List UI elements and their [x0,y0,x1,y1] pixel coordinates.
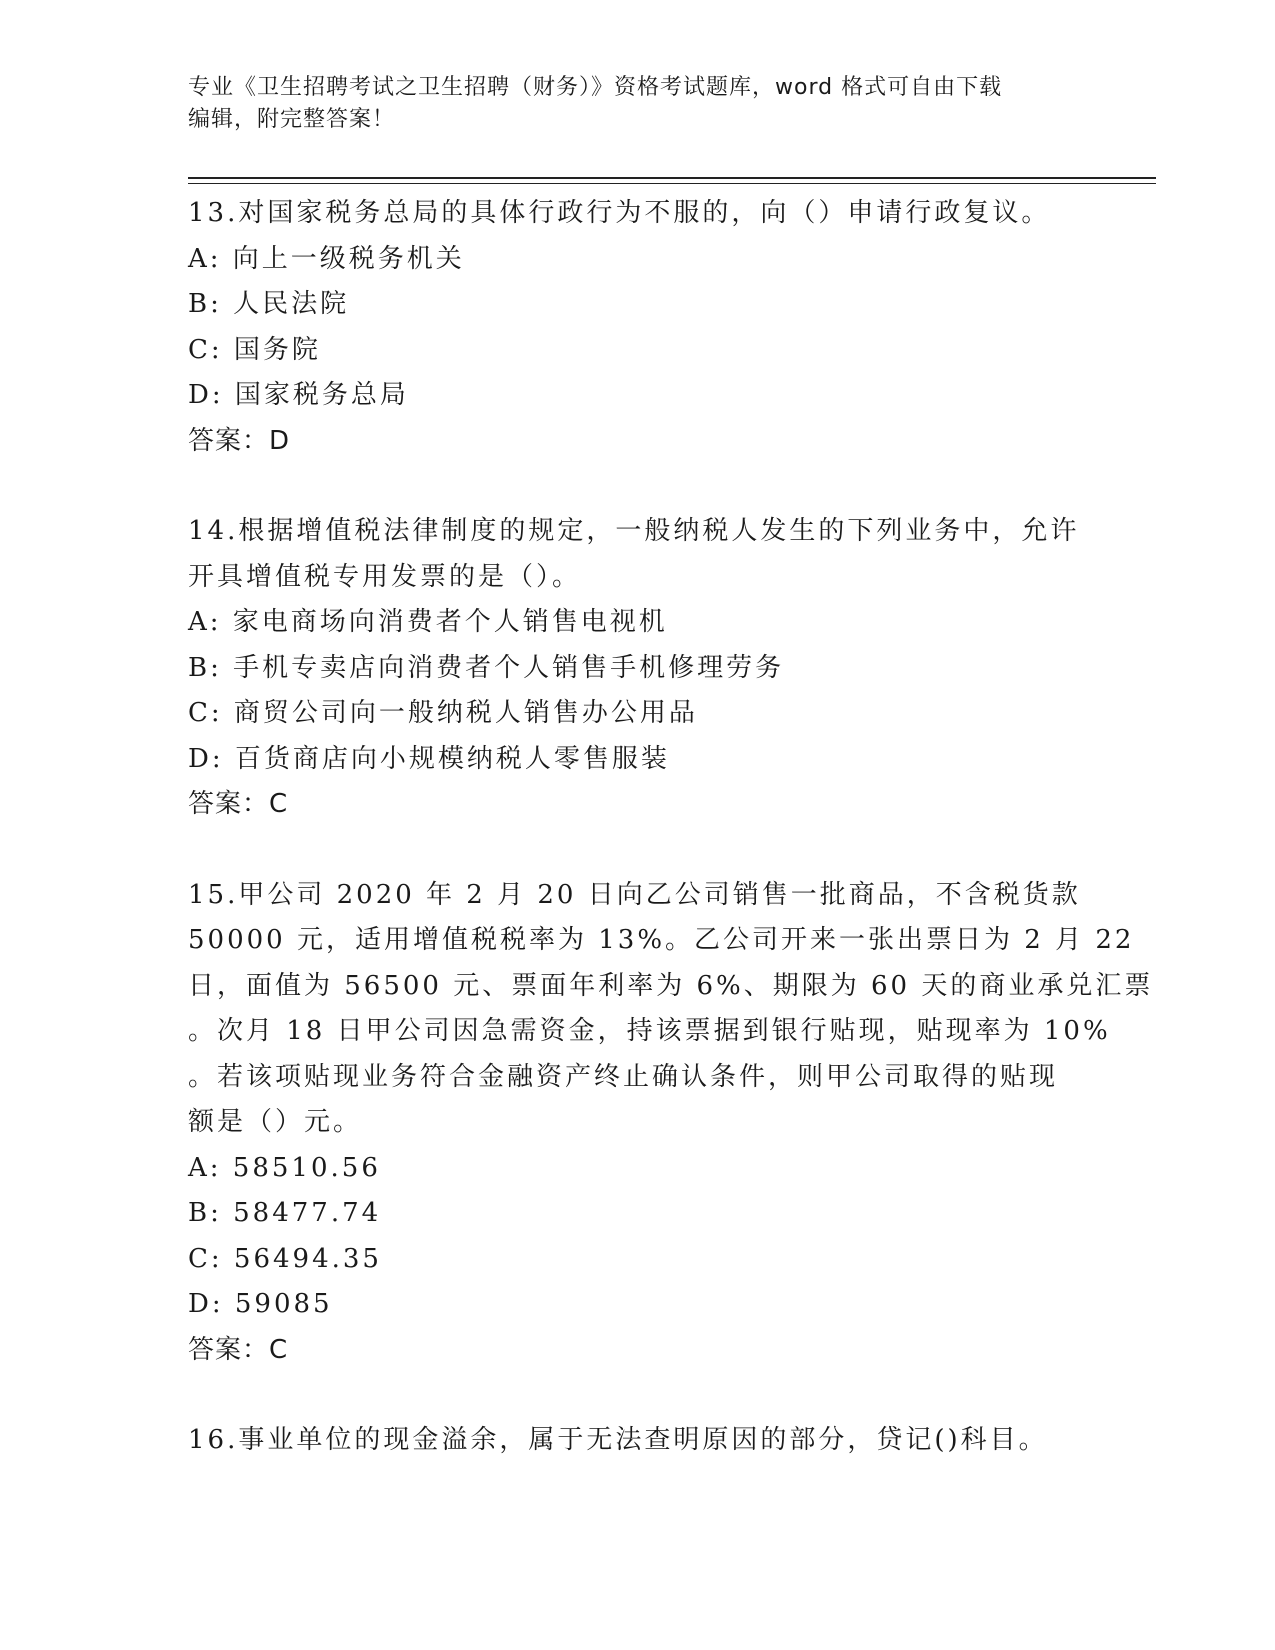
question-stem: 日，面值为 56500 元、票面年利率为 6%、期限为 60 天的商业承兑汇票 [188,970,1154,1001]
option-b: B: 手机专卖店向消费者个人销售手机修理劳务 [188,652,785,683]
question-16 [188,1418,1088,1464]
option-a: A: 家电商场向消费者个人销售电视机 [188,607,668,637]
option-a: A: 向上一级税务机关 [188,243,465,274]
option-d: D: 59085 [188,1289,333,1319]
answer: 答案：D [188,425,291,456]
document-header [188,72,1088,136]
option-a: A: 58510.56 [188,1152,381,1183]
option-d: D: 国家税务总局 [188,380,409,410]
question-stem: 。若该项贴现业务符合金融资产终止确认条件，则甲公司取得的贴现 [188,1061,1059,1092]
question-14 [188,509,1088,828]
question-stem: 。次月 18 日甲公司因急需资金，持该票据到银行贴现，贴现率为 10% [188,1016,1111,1046]
header-divider-thin [188,183,1156,184]
option-c: C: 国务院 [188,334,321,365]
question-stem: 14.根据增值税法律制度的规定，一般纳税人发生的下列业务中，允许 [188,516,1080,546]
question-stem: 开具增值税专用发票的是（）。 [188,561,582,592]
header-line-2: 编辑，附完整答案！ [188,107,396,132]
option-b: B: 58477.74 [188,1198,382,1228]
question-13 [188,191,1088,464]
header-line-1: 专业《卫生招聘考试之卫生招聘（财务）》资格考试题库，word 格式可自由下载 [188,75,1003,100]
answer: 答案：C [188,789,289,819]
question-list [188,191,1154,1464]
option-c: C: 56494.35 [188,1243,382,1274]
option-b: B: 人民法院 [188,289,350,319]
question-stem: 50000 元，适用增值税税率为 13%。乙公司开来一张出票日为 2 月 22 [188,925,1135,955]
answer: 答案：C [188,1334,289,1365]
option-c: C: 商贸公司向一般纳税人销售办公用品 [188,698,698,728]
question-stem: 额是（）元。 [188,1107,363,1137]
option-d: D: 百货商店向小规模纳税人零售服装 [188,743,670,774]
question-15 [188,873,1154,1374]
question-stem: 16.事业单位的现金溢余，属于无法查明原因的部分，贷记()科目。 [188,1425,1048,1455]
header-divider-thick [188,177,1156,179]
question-stem: 13.对国家税务总局的具体行政行为不服的，向（）申请行政复议。 [188,198,1051,228]
question-stem: 15.甲公司 2020 年 2 月 20 日向乙公司销售一批商品，不含税货款 [188,879,1081,910]
